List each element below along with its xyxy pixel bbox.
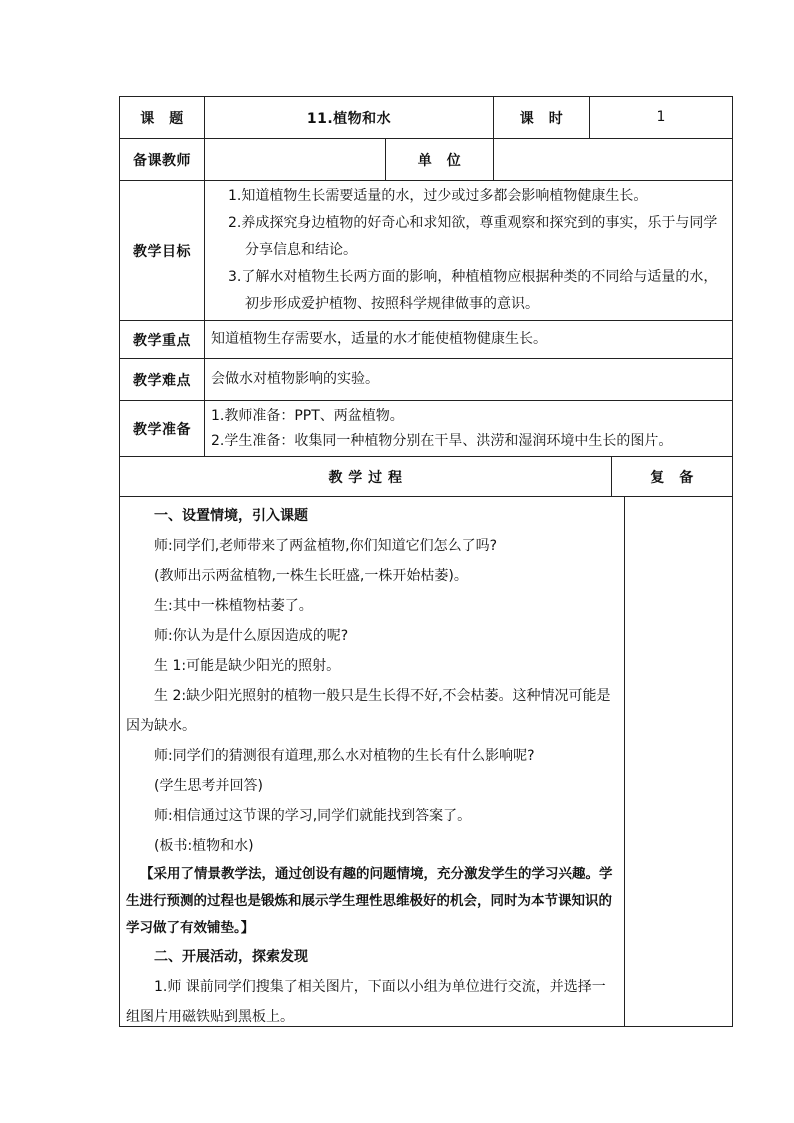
- key-point-label: 教学重点: [120, 321, 205, 358]
- objectives-label: 教学目标: [120, 181, 205, 320]
- objectives-list: [205, 181, 732, 320]
- key-point-row: [119, 320, 733, 358]
- process-header-row: [119, 456, 733, 496]
- section-title: [126, 942, 618, 972]
- dialogue-line: 师:相信通过这节课的学习,同学们就能找到答案了。: [154, 808, 472, 824]
- key-point-text: 知道植物生存需要水，适量的水才能使植物健康生长。: [211, 331, 547, 347]
- preparation-list: [205, 401, 732, 456]
- preparation-item: 2.学生准备：收集同一种植物分别在干旱、洪涝和湿润环境中生长的图片。: [211, 432, 673, 449]
- difficulty-text: 会做水对植物影响的实验。: [211, 371, 379, 387]
- dialogue-line: 师:同学们,老师带来了两盆植物,你们知道它们怎么了吗?: [154, 538, 498, 554]
- unit-label: 单 位: [386, 139, 494, 180]
- teaching-comment: 【采用了情景教学法，通过创设有趣的问题情境，充分激发学生的学习兴趣。学生进行预测的过程也是锻炼和展示学生理性思维极好的机会，同时为本节课知识的学习做了有效铺垫。】: [126, 866, 613, 936]
- objectives-row: [119, 180, 733, 320]
- dialogue-line: (学生思考并回答): [154, 778, 263, 794]
- review-header: 复 备: [650, 469, 694, 486]
- process-header: 教 学 过 程: [120, 457, 612, 496]
- review-notes: [625, 497, 732, 1026]
- objective-item: 1.知道植物生长需要适量的水，过少或过多都会影响植物健康生长。: [228, 188, 648, 204]
- dialogue-line: 生 1:可能是缺少阳光的照射。: [154, 658, 341, 674]
- dialogue-line: 生:其中一株植物枯萎了。: [154, 598, 313, 614]
- section-title: [126, 501, 618, 531]
- objective-item: 3.了解水对植物生长两方面的影响，种植植物应根据种类的不同给与适量的水，初步形成爱护植物、按照科学规律做事的意识。: [228, 269, 718, 312]
- section-2-title: 二、开展活动，探索发现: [154, 949, 308, 965]
- preparation-label: 教学准备: [120, 401, 205, 456]
- preparation-row: [119, 400, 733, 456]
- dialogue-line: 师:你认为是什么原因造成的呢?: [154, 628, 349, 644]
- preparation-item: 1.教师准备：PPT、两盆植物。: [211, 407, 404, 424]
- activity-text: 1.师 课前同学们搜集了相关图片，下面以小组为单位进行交流，并选择一组图片用磁铁贴到黑板上。: [126, 979, 606, 1025]
- period-label: 课 时: [494, 97, 590, 138]
- topic-row: [119, 96, 733, 138]
- process-body-row: [119, 496, 733, 1027]
- objective-item: 2.养成探究身边植物的好奇心和求知欲，尊重观察和探究到的事实，乐于与同学分享信息和结论。: [228, 215, 718, 258]
- teacher-row: [119, 138, 733, 180]
- period-value: 1: [656, 109, 666, 125]
- difficulty-row: [119, 358, 733, 400]
- topic-label: 课 题: [120, 97, 205, 138]
- dialogue-line: (板书:植物和水): [154, 838, 254, 854]
- difficulty-label: 教学难点: [120, 359, 205, 400]
- topic-value: 11.植物和水: [205, 97, 494, 138]
- unit-value: [494, 139, 732, 180]
- lesson-plan-table: [119, 96, 733, 1027]
- dialogue-line: (教师出示两盆植物,一株生长旺盛,一株开始枯萎)。: [154, 568, 468, 584]
- section-1-title: 一、设置情境，引入课题: [154, 508, 308, 524]
- process-content: [120, 497, 625, 1026]
- dialogue-line: 生 2:缺少阳光照射的植物一般只是生长得不好,不会枯萎。这种情况可能是因为缺水。: [126, 688, 611, 734]
- teacher-label: 备课教师: [120, 139, 205, 180]
- dialogue-line: 师:同学们的猜测很有道理,那么水对植物的生长有什么影响呢?: [154, 748, 535, 764]
- teacher-value: [205, 139, 386, 180]
